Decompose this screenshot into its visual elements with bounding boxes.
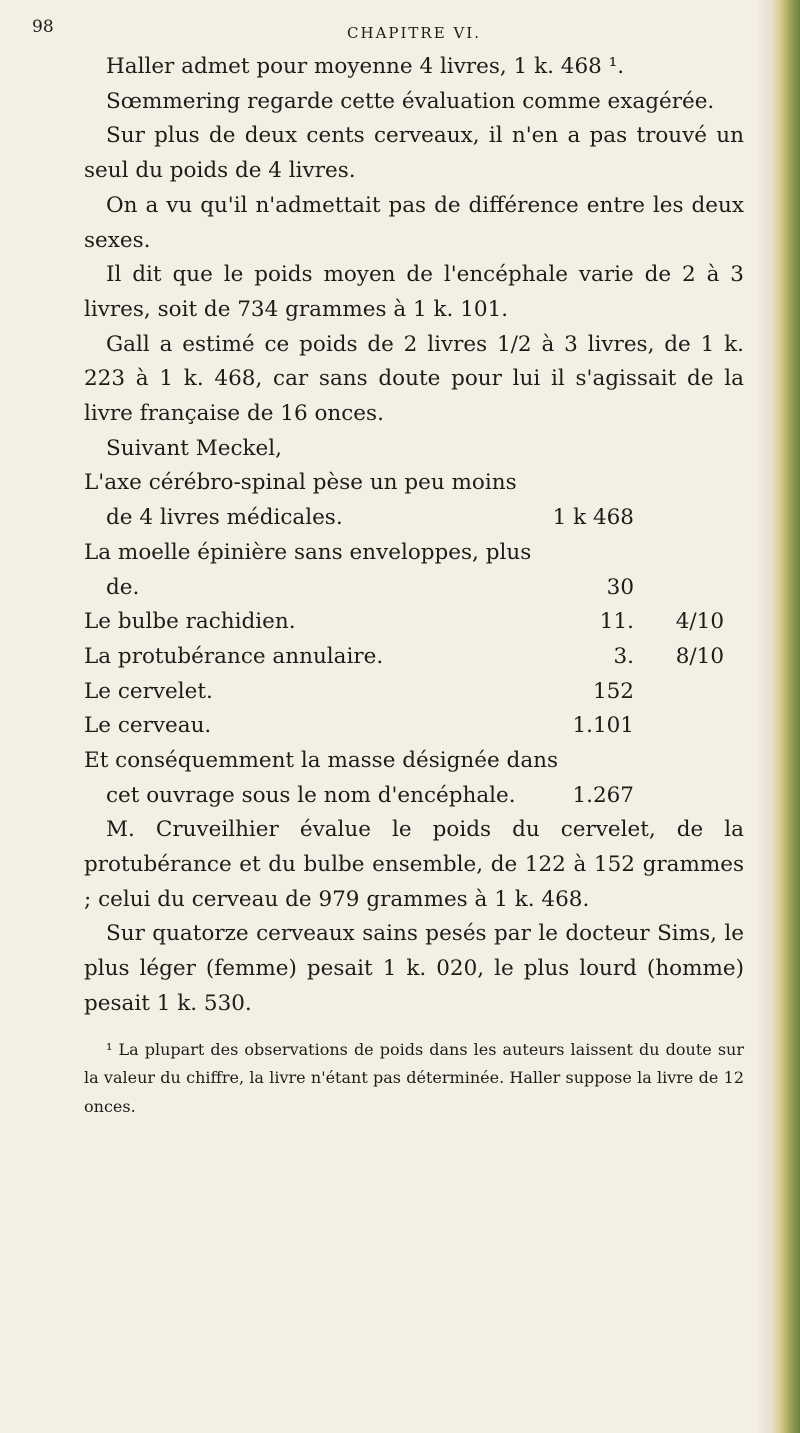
row-value: 1 k 468 bbox=[552, 505, 634, 531]
row-value: 1.101 bbox=[572, 713, 634, 739]
table-row bbox=[84, 709, 744, 744]
running-header bbox=[32, 14, 744, 50]
row-label: de 4 livres médicales. bbox=[106, 505, 343, 531]
table-row bbox=[84, 744, 744, 779]
table-row bbox=[84, 779, 744, 814]
row-label: Le cerveau. bbox=[84, 713, 212, 739]
paragraph: Gall a estimé ce poids de 2 livres 1/2 à 3 livres, de 1 k. 223 à 1 k. 468, car sans doute pour lui il s'agissait de la livre française de 16 onces. bbox=[84, 331, 744, 427]
page-number: 98 bbox=[32, 17, 54, 37]
paragraph: On a vu qu'il n'admettait pas de différence entre les deux sexes. bbox=[84, 192, 744, 253]
page-edge bbox=[770, 0, 800, 1433]
book-page bbox=[32, 14, 744, 1121]
table-row bbox=[84, 605, 744, 640]
chapter-title: CHAPITRE VI. bbox=[347, 24, 481, 42]
row-value: 11. bbox=[599, 609, 634, 635]
row-label: de. bbox=[106, 574, 140, 600]
row-label: L'axe cérébro-spinal pèse un peu moins bbox=[84, 470, 517, 496]
row-value: 30 bbox=[606, 574, 634, 600]
paragraph: Il dit que le poids moyen de l'encéphale varie de 2 à 3 livres, soit de 734 grammes à 1 k. 101. bbox=[84, 262, 744, 322]
paragraph: Sœmmering regarde cette évaluation comme exagérée. bbox=[106, 88, 715, 114]
paragraph: Sur quatorze cerveaux sains pesés par le docteur Sims, le plus léger (femme) pesait 1 k. 020, le plus lourd (homme) pesait 1 k. 530. bbox=[84, 921, 744, 1016]
paragraph: Sur plus de deux cents cerveaux, il n'en a pas trouvé un seul du poids de 4 livres. bbox=[84, 123, 744, 184]
table-row bbox=[84, 640, 744, 675]
table-row bbox=[84, 675, 744, 710]
row-fraction: 8/10 bbox=[675, 643, 724, 669]
row-value: 1.267 bbox=[572, 782, 634, 808]
table-row bbox=[84, 536, 744, 571]
row-label: La protubérance annulaire. bbox=[84, 643, 384, 669]
table-row bbox=[84, 501, 744, 536]
row-fraction: 4/10 bbox=[675, 609, 724, 635]
row-label: La moelle épinière sans enveloppes, plus bbox=[84, 539, 532, 565]
row-label: cet ouvrage sous le nom d'encéphale. bbox=[106, 782, 516, 808]
paragraph: Haller admet pour moyenne 4 livres, 1 k. 468 ¹. bbox=[106, 54, 625, 79]
table-row bbox=[84, 466, 744, 501]
row-value: 152 bbox=[592, 678, 634, 704]
footnote: ¹ La plupart des observations de poids dans les auteurs laissent du doute sur la valeur du chiffre, la livre n'étant pas déterminée. Haller suppose la livre de 12 onces. bbox=[84, 1039, 744, 1116]
table-row bbox=[84, 571, 744, 606]
row-value: 3. bbox=[613, 643, 634, 669]
row-label: Le cervelet. bbox=[84, 678, 213, 704]
row-label: Et conséquemment la masse désignée dans bbox=[84, 747, 559, 773]
paragraph: M. Cruveilhier évalue le poids du cervelet, de la protubérance et du bulbe ensemble, de 122 à 152 grammes ; celui du cerveau de 979 grammes à 1 k. 468. bbox=[84, 817, 744, 912]
paragraph: Suivant Meckel, bbox=[106, 435, 282, 461]
weights-table bbox=[84, 466, 744, 813]
page-shadow bbox=[756, 0, 770, 1433]
row-label: Le bulbe rachidien. bbox=[84, 609, 296, 635]
